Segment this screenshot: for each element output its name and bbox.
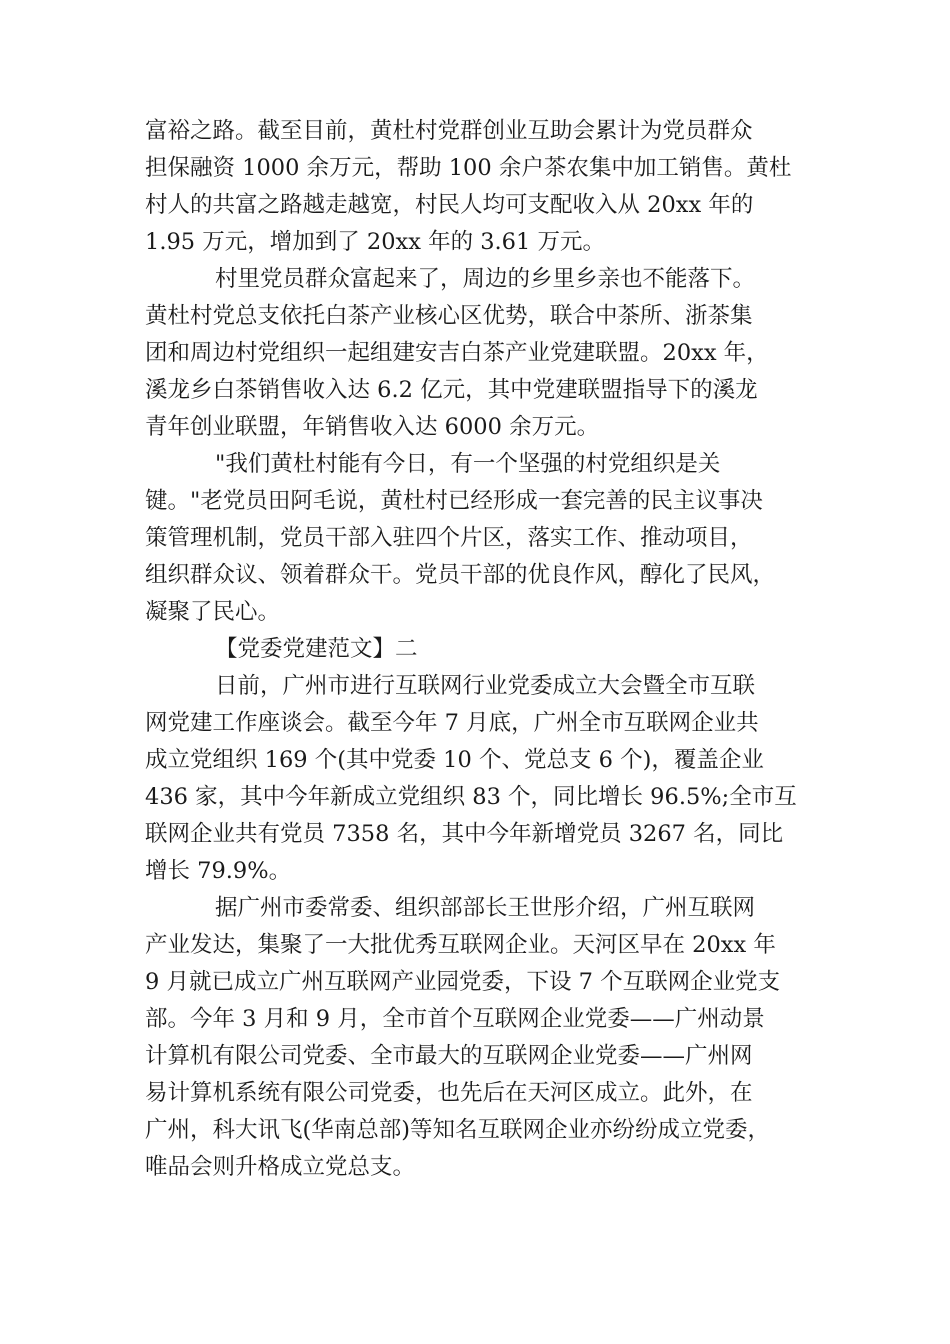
text-line: 担保融资 1000 余万元，帮助 100 余户茶农集中加工销售。黄杜 [145,155,792,181]
text-line: 团和周边村党组织一起组建安吉白茶产业党建联盟。20xx 年， [145,340,769,366]
text-line: 策管理机制，党员干部入驻四个片区，落实工作、推动项目， [145,525,753,551]
text-line: 青年创业联盟，年销售收入达 6000 余万元。 [145,414,600,440]
text-line: 凝聚了民心。 [145,599,281,625]
text-line: 据广州市委常委、组织部部长王世彤介绍，广州互联网 [215,895,756,921]
text-line: 部。今年 3 月和 9 月，全市首个互联网企业党委——广州动景 [145,1006,765,1032]
paragraph [145,890,805,1186]
text-line: 易计算机系统有限公司党委，也先后在天河区成立。此外，在 [145,1080,753,1106]
text-line: 键。"老党员田阿毛说，黄杜村已经形成一套完善的民主议事决 [145,488,763,514]
text-line: 436 家，其中今年新成立党组织 83 个，同比增长 96.5%;全市互 [145,784,797,810]
text-line: 富裕之路。截至目前，黄杜村党群创业互助会累计为党员群众 [145,118,753,144]
text-line: 广州，科大讯飞(华南总部)等知名互联网企业亦纷纷成立党委， [145,1117,771,1143]
text-line: 产业发达，集聚了一大批优秀互联网企业。天河区早在 20xx 年 [145,932,776,958]
text-line: 9 月就已成立广州互联网产业园党委，下设 7 个互联网企业党支 [145,969,781,995]
section-heading [145,631,805,668]
text-line: 村里党员群众富起来了，周边的乡里乡亲也不能落下。 [215,266,756,292]
text-line: 组织群众议、领着群众干。党员干部的优良作风，醇化了民风， [145,562,776,588]
text-line: 唯品会则升格成立党总支。 [145,1154,416,1180]
text-line: 网党建工作座谈会。截至今年 7 月底，广州全市互联网企业共 [145,710,759,736]
text-line: "我们黄杜村能有今日，有一个坚强的村党组织是关 [215,451,721,477]
text-line: 村人的共富之路越走越宽，村民人均可支配收入从 20xx 年的 [145,192,754,218]
text-line: 1.95 万元，增加到了 20xx 年的 3.61 万元。 [145,229,605,255]
text-line: 联网企业共有党员 7358 名，其中今年新增党员 3267 名，同比 [145,821,784,847]
text-line: 日前，广州市进行互联网行业党委成立大会暨全市互联 [215,673,756,699]
text-line: 黄杜村党总支依托白茶产业核心区优势，联合中茶所、浙茶集 [145,303,753,329]
text-line: 溪龙乡白茶销售收入达 6.2 亿元，其中党建联盟指导下的溪龙 [145,377,758,403]
heading-text: 【党委党建范文】二 [215,636,418,662]
document-body [145,113,805,1186]
text-line: 成立党组织 169 个(其中党委 10 个、党总支 6 个)，覆盖企业 [145,747,764,773]
paragraph [145,113,805,261]
text-line: 增长 79.9%。 [145,858,292,884]
text-line: 计算机有限公司党委、全市最大的互联网企业党委——广州网 [145,1043,753,1069]
paragraph [145,261,805,446]
paragraph [145,668,805,890]
paragraph [145,446,805,631]
